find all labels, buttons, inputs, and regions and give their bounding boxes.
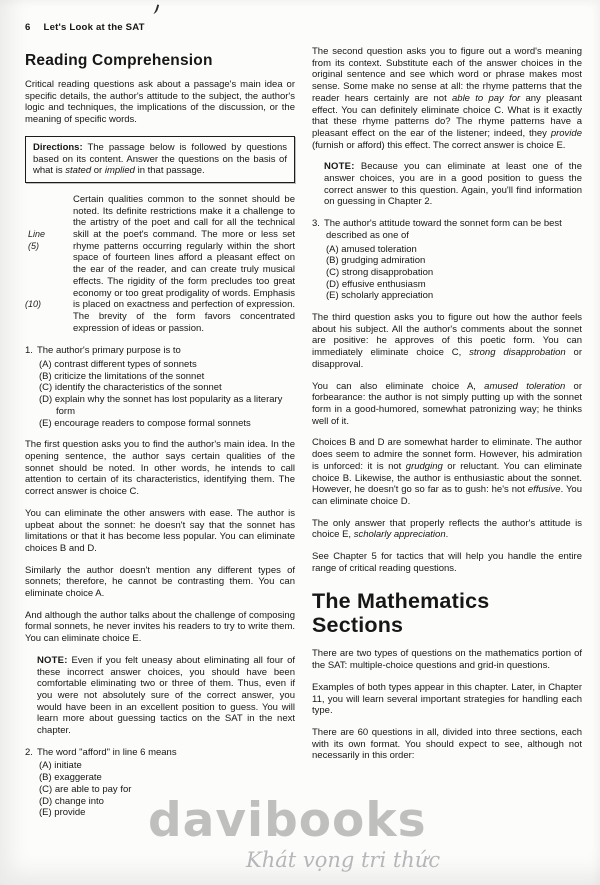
question-2-number: 2. [25,746,33,758]
right-column [312,46,582,829]
explanation-choice-a: You can also eliminate choice A, amused toleration or forbearance: the author is not simply putting up with the sonnet form in a good-humored, somewhat patronizing way; he thinks well of it. [312,380,582,427]
explanation-second-question: The second question asks you to figure out a word's meaning from its context. Substitute each of the answer choices in the original sentence and see which word or phrase makes most sense. Some make no sense at all: the rhyme patterns that the reader hears certainly are not able to pay for any pleasant effect. You can definitely eliminate choice C. What is it exactly that these rhyme patterns do? The rhyme patterns have a pleasant effect on the ear of the listener; indeed, they provide (furnish or afford) this effect. The correct answer is choice E. [312,46,582,151]
math-sections-paragraph: There are 60 questions in all, divided into three sections, each with its own format. You should expect to see, although not necessarily in this order: [312,726,582,762]
note-guessing [37,655,295,737]
question-1-number: 1. [25,345,33,357]
running-head-title: Let's Look at the SAT [43,22,145,33]
two-column-layout [25,46,582,829]
question-1-stem [25,345,295,357]
section-title-mathematics: The Mathematics Sections [312,589,490,638]
passage-text: Certain qualities common to the sonnet should be noted. Its definite restrictions make it a challenge to the artistry of the poet and call for all the technical skill at the poet's command. The more or less set rhyme patterns occurring regularly within the short space of fourteen lines afford a pleasant effect on the ear of the reader, and can create truly musical effects. The rigidity of the form precludes too great economy or too great prodigality of words. Emphasis is placed on exactness and perfection of expression. The brevity of the form favors concentrated expression of ideas or passion. [73,193,295,334]
question-2-stem-text: The word "afford" in line 6 means [36,746,177,758]
explanation-main-idea: The first question asks you to find the author's main idea. In the opening sentence, the author says certain qualities of the sonnet should be noted. In other words, he intends to call attention to certain of its characteristics, identifying them. The correct answer is choice C. [25,439,295,498]
math-types-paragraph: There are two types of questions on the mathematics portion of the SAT: multiple-choice questions and grid-in questions. [312,648,582,672]
watermark-brand: davibooks [148,793,427,848]
math-examples-paragraph: Examples of both types appear in this chapter. Later, in Chapter 11, you will learn several important strategies for handling each type. [312,681,582,717]
explanation-answer: The only answer that properly reflects the author's attitude is choice E, scholarly appreciation. [312,517,582,541]
question-3 [312,218,582,302]
choice-e: (E) encourage readers to compose formal sonnets [39,417,251,429]
page-number: 6 [25,22,31,33]
watermark-tagline: Khát vọng tri thức [246,848,441,872]
choice-c: (C) are able to pay for [39,783,132,795]
directions-box [25,136,295,183]
question-2-stem [25,747,295,759]
note-label: NOTE: [324,161,355,173]
question-2 [25,747,295,819]
question-3-number: 3. [312,218,320,230]
left-column [25,46,295,829]
note-text: Even if you felt uneasy about eliminating all four of these incorrect answer choices, you should have been comfortable eliminating two or three of them. Thus, even if you were not absolutely sure of the correct answer, you would have been in an excellent position to guess. You will learn more about guessing tactics on the SAT in the next chapter. [37,654,296,737]
choice-d: (D) effusive enthusiasm [326,278,426,290]
explanation-eliminate-a: Similarly the author doesn't mention any different types of sonnets; therefore, he cannot be contrasting them. You can eliminate choice A. [25,564,295,600]
section-title-reading-comprehension: Reading Comprehension [25,52,213,69]
explanation-choices-bd: Choices B and D are somewhat harder to eliminate. The author does seem to admire the sonnet form. However, his admiration is unforced: it is not grudging or reluctant. You can eliminate choice B. Likewise, the author is enthusiastic about the sonnet. However, he doesn't go so far as to gush: he's not effusive. You can eliminate choice D. [312,437,583,507]
note-label: NOTE: [37,654,68,666]
explanation-eliminate-e: And although the author talks about the challenge of composing formal sonnets, he never invites his readers to try to write them. You can eliminate choice E. [25,609,295,645]
choice-d: (D) explain why the sonnet has lost popularity as a literary form [39,394,283,417]
choice-e: (E) provide [39,807,86,819]
choice-b: (B) criticize the limitations of the sonnet [39,370,205,382]
explanation-third-question: The third question asks you to figure out how the author feels about his subject. All the author's comments about the sonnet are positive: he approves of this poetic form. You can immediately eliminate choice C, strong disapprobation or disapproval. [312,312,582,370]
intro-paragraph: Critical reading questions ask about a passage's main idea or specific details, the author's attitude to the subject, the author's logic and techniques, the implications of the discussion, or the meaning of specific words. [25,79,295,126]
choice-d: (D) change into [39,795,104,807]
question-1 [25,345,295,429]
note-text: Because you can eliminate at least one of the answer choices, you are in a good position to guess the correct answer to this question. Again, you'll find information on guessing in Chapter 2. [324,161,583,208]
note-eliminate [324,161,582,208]
question-3-choices [326,244,582,303]
passage-line-5-marker: (5) [28,240,39,251]
passage-line-label: Line [28,228,46,239]
see-chapter-5: See Chapter 5 for tactics that will help you handle the entire range of critical reading questions. [312,551,582,574]
question-1-stem-text: The author's primary purpose is to [36,345,181,357]
choice-c: (C) identify the characteristics of the sonnet [39,382,222,394]
explanation-eliminate-bd: You can eliminate the other answers with ease. The author is upbeat about the sonnet: he doesn't say that the sonnet has limitations or that it has become less popular. You can eliminate choices B and D. [25,507,295,554]
question-1-choices [39,359,295,429]
choice-c: (C) strong disapprobation [326,266,434,278]
choice-b: (B) grudging admiration [326,255,426,267]
choice-a: (A) amused toleration [326,243,417,255]
choice-b: (B) exaggerate [39,772,102,784]
question-3-stem-text: The author's attitude toward the sonnet form can be best described as one of [323,218,562,241]
directions-text: Directions: The passage below is followed by questions based on its content. Answer the questions on the basis of what is stated or implied in that passage. [33,141,287,177]
running-head [25,22,145,33]
reading-passage [25,194,295,334]
choice-a: (A) initiate [39,760,82,772]
choice-a: (A) contrast different types of sonnets [39,359,197,371]
choice-e: (E) scholarly appreciation [326,290,434,302]
passage-line-10-marker: (10) [25,298,42,309]
ink-mark [152,4,160,15]
question-3-stem [312,218,582,241]
question-2-choices [39,760,295,819]
